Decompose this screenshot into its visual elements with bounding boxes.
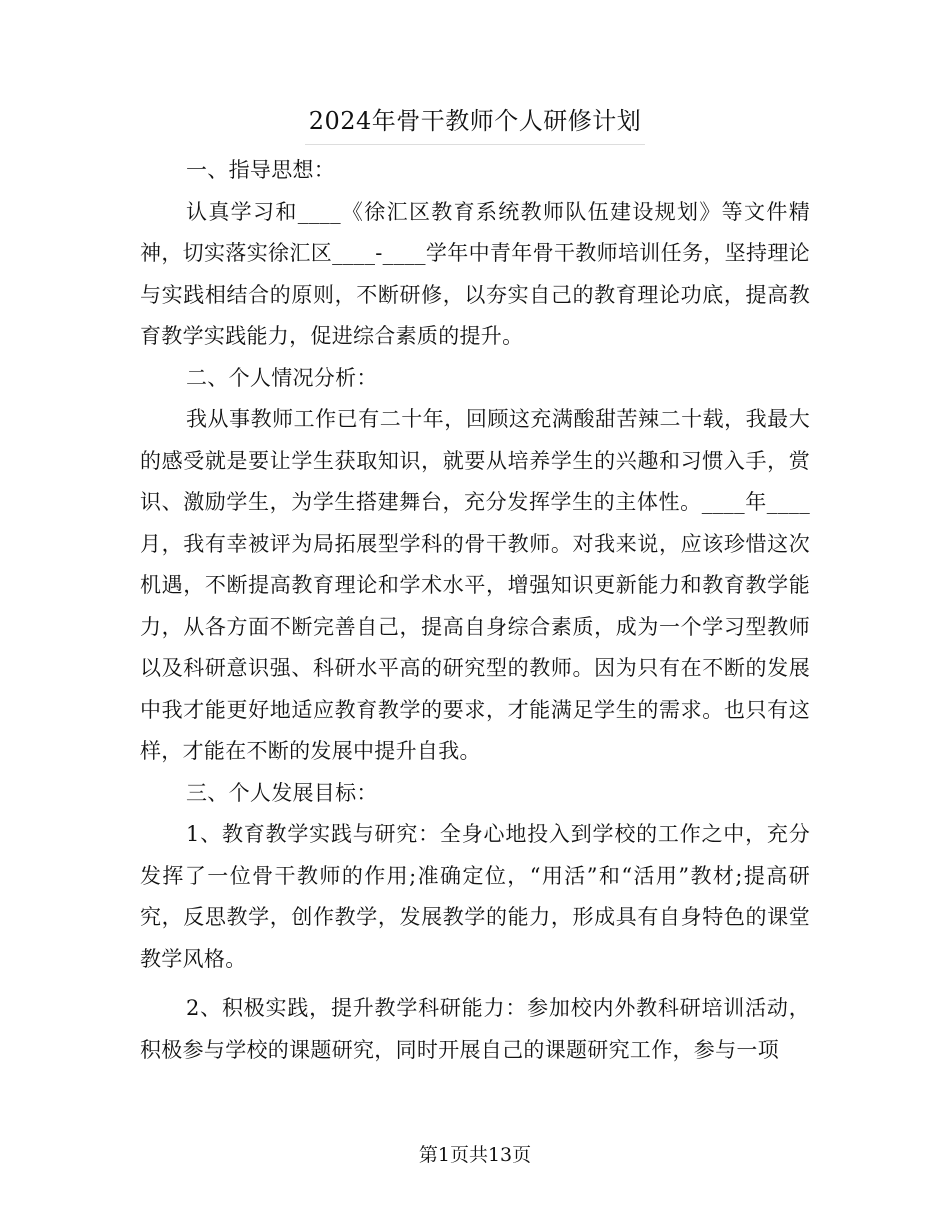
paragraph-personal-analysis: 我从事教师工作已有二十年，回顾这充满酸甜苦辣二十载，我最大的感受就是要让学生获取知识，就要从培养学生的兴趣和习惯入手，赏识、激励学生，为学生搭建舞台，充分发挥学生的主体性。____年____月，我有幸被评为局拓展型学科的骨干教师。对我来说，应该珍惜这次机遇，不断提高教育理论和学术水平，增强知识更新能力和教育教学能力，从各方面不断完善自己，提高自身综合素质，成为一个学习型教师以及科研意识强、科研水平高的研究型的教师。因为只有在不断的发展中我才能更好地适应教育教学的要求，才能满足学生的需求。也只有这样，才能在不断的发展中提升自我。 bbox=[140, 407, 810, 763]
goal-item-1: 1、教育教学实践与研究：全身心地投入到学校的工作之中，充分发挥了一位骨干教师的作用;准确定位，“用活”和“活用”教材;提高研究，反思教学，创作教学，发展教学的能力，形成具有自身特色的课堂教学风格。 bbox=[140, 822, 810, 971]
page-footer bbox=[0, 1140, 950, 1170]
document-body bbox=[140, 150, 810, 1071]
section-heading-guiding-thought: 一、指导思想： bbox=[186, 158, 336, 182]
paragraph-guiding-thought: 认真学习和____《徐汇区教育系统教师队伍建设规划》等文件精神，切实落实徐汇区____-____学年中青年骨干教师培训任务，坚持理论与实践相结合的原则，不断研修，以夯实自己的教育理论功底，提高教育教学实践能力，促进综合素质的提升。 bbox=[140, 199, 810, 348]
section-heading-personal-analysis: 二、个人情况分析： bbox=[186, 365, 378, 390]
page-indicator: 第1页共13页 bbox=[418, 1144, 532, 1166]
title-container bbox=[0, 100, 950, 145]
document-title: 2024年骨干教师个人研修计划 bbox=[305, 100, 646, 145]
goal-item-2: 2、积极实践，提升教学科研能力：参加校内外教科研培训活动，积极参与学校的课题研究，同时开展自己的课题研究工作，参与一项 bbox=[140, 996, 810, 1062]
section-heading-development-goals: 三、个人发展目标： bbox=[186, 780, 378, 805]
